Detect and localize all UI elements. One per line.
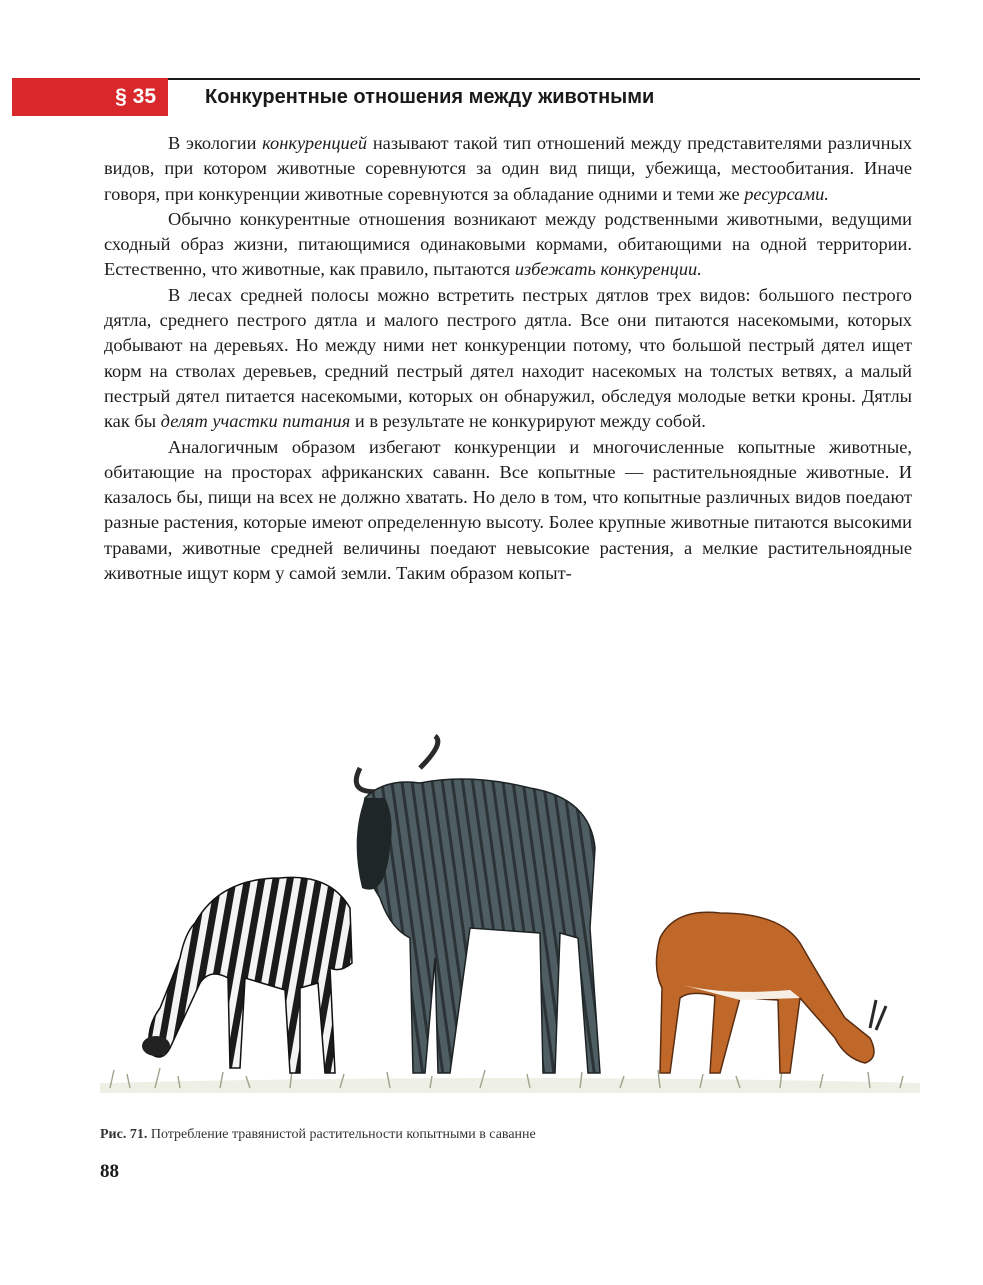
- figure-caption: Рис. 71. Потребление травянистой растительности копытными в саванне: [100, 1127, 536, 1142]
- paragraph-3: В лесах средней полосы можно встретить пестрых дятлов трех видов: большого пестрого дятла, среднего пестрого дятла и малого пестрого дятла. Все они питаются насекомыми, которых добывают на деревьях. Но между ними нет конкуренции потому, что большой пестрый дятел ищет корм на стволах деревьев, средний пестрый дятел находит насекомых на толстых ветвях, а малый пестрый дятел питается насекомыми, которых он обнаружил, обследуя молодые ветки кроны. Дятлы как бы делят участки питания и в результате не конкурируют между собой.: [104, 284, 912, 432]
- term-resources: ресурсами.: [744, 183, 829, 204]
- wildebeest: [356, 736, 600, 1073]
- term-divide-feeding: делят участки питания: [160, 411, 351, 432]
- figure-label: Рис. 71.: [100, 1127, 148, 1142]
- header-rule: [168, 78, 920, 80]
- figure-savanna-animals: [100, 728, 920, 1103]
- page-number: 88: [100, 1161, 119, 1182]
- zebra: [142, 877, 352, 1073]
- paragraph-2: Обычно конкурентные отношения возникают между родственными животными, ведущими сходный образ жизни, питающимися одинаковыми кормами, обитающими на одной территории. Естественно, что животные, как правило, пытаются избежать конкуренции.: [104, 208, 912, 280]
- section-header: [0, 72, 920, 116]
- gazelle: [656, 912, 886, 1073]
- body-text: [104, 131, 912, 586]
- page-title: Конкурентные отношения между животными: [205, 86, 655, 108]
- term-avoid-competition: избежать конкуренции.: [514, 259, 702, 280]
- paragraph-1: В экологии конкуренцией называют такой тип отношений между представителями различных видов, при котором животные соревнуются за один вид пищи, убежища, местообитания. Иначе говоря, при конкуренции животные соревнуются за обладание одними и теми же ресурсами.: [104, 133, 912, 204]
- paragraph-4: Аналогичным образом избегают конкуренции и многочисленные копытные животные, обитающие на просторах африканских саванн. Все копытные — растительноядные животные. И казалось бы, пищи на всех не должно хватать. Но дело в том, что копытные различных видов поедают разные растения, которые имеют определенную высоту. Более крупные животные питаются высокими травами, животные средней величины поедают невысокие растения, а мелкие растительноядные животные ищут корм у самой земли. Таким образом копыт-: [104, 436, 912, 584]
- term-competition: конкуренцией: [262, 133, 368, 153]
- grass-ground: [100, 1068, 920, 1093]
- section-badge: § 35: [12, 78, 168, 116]
